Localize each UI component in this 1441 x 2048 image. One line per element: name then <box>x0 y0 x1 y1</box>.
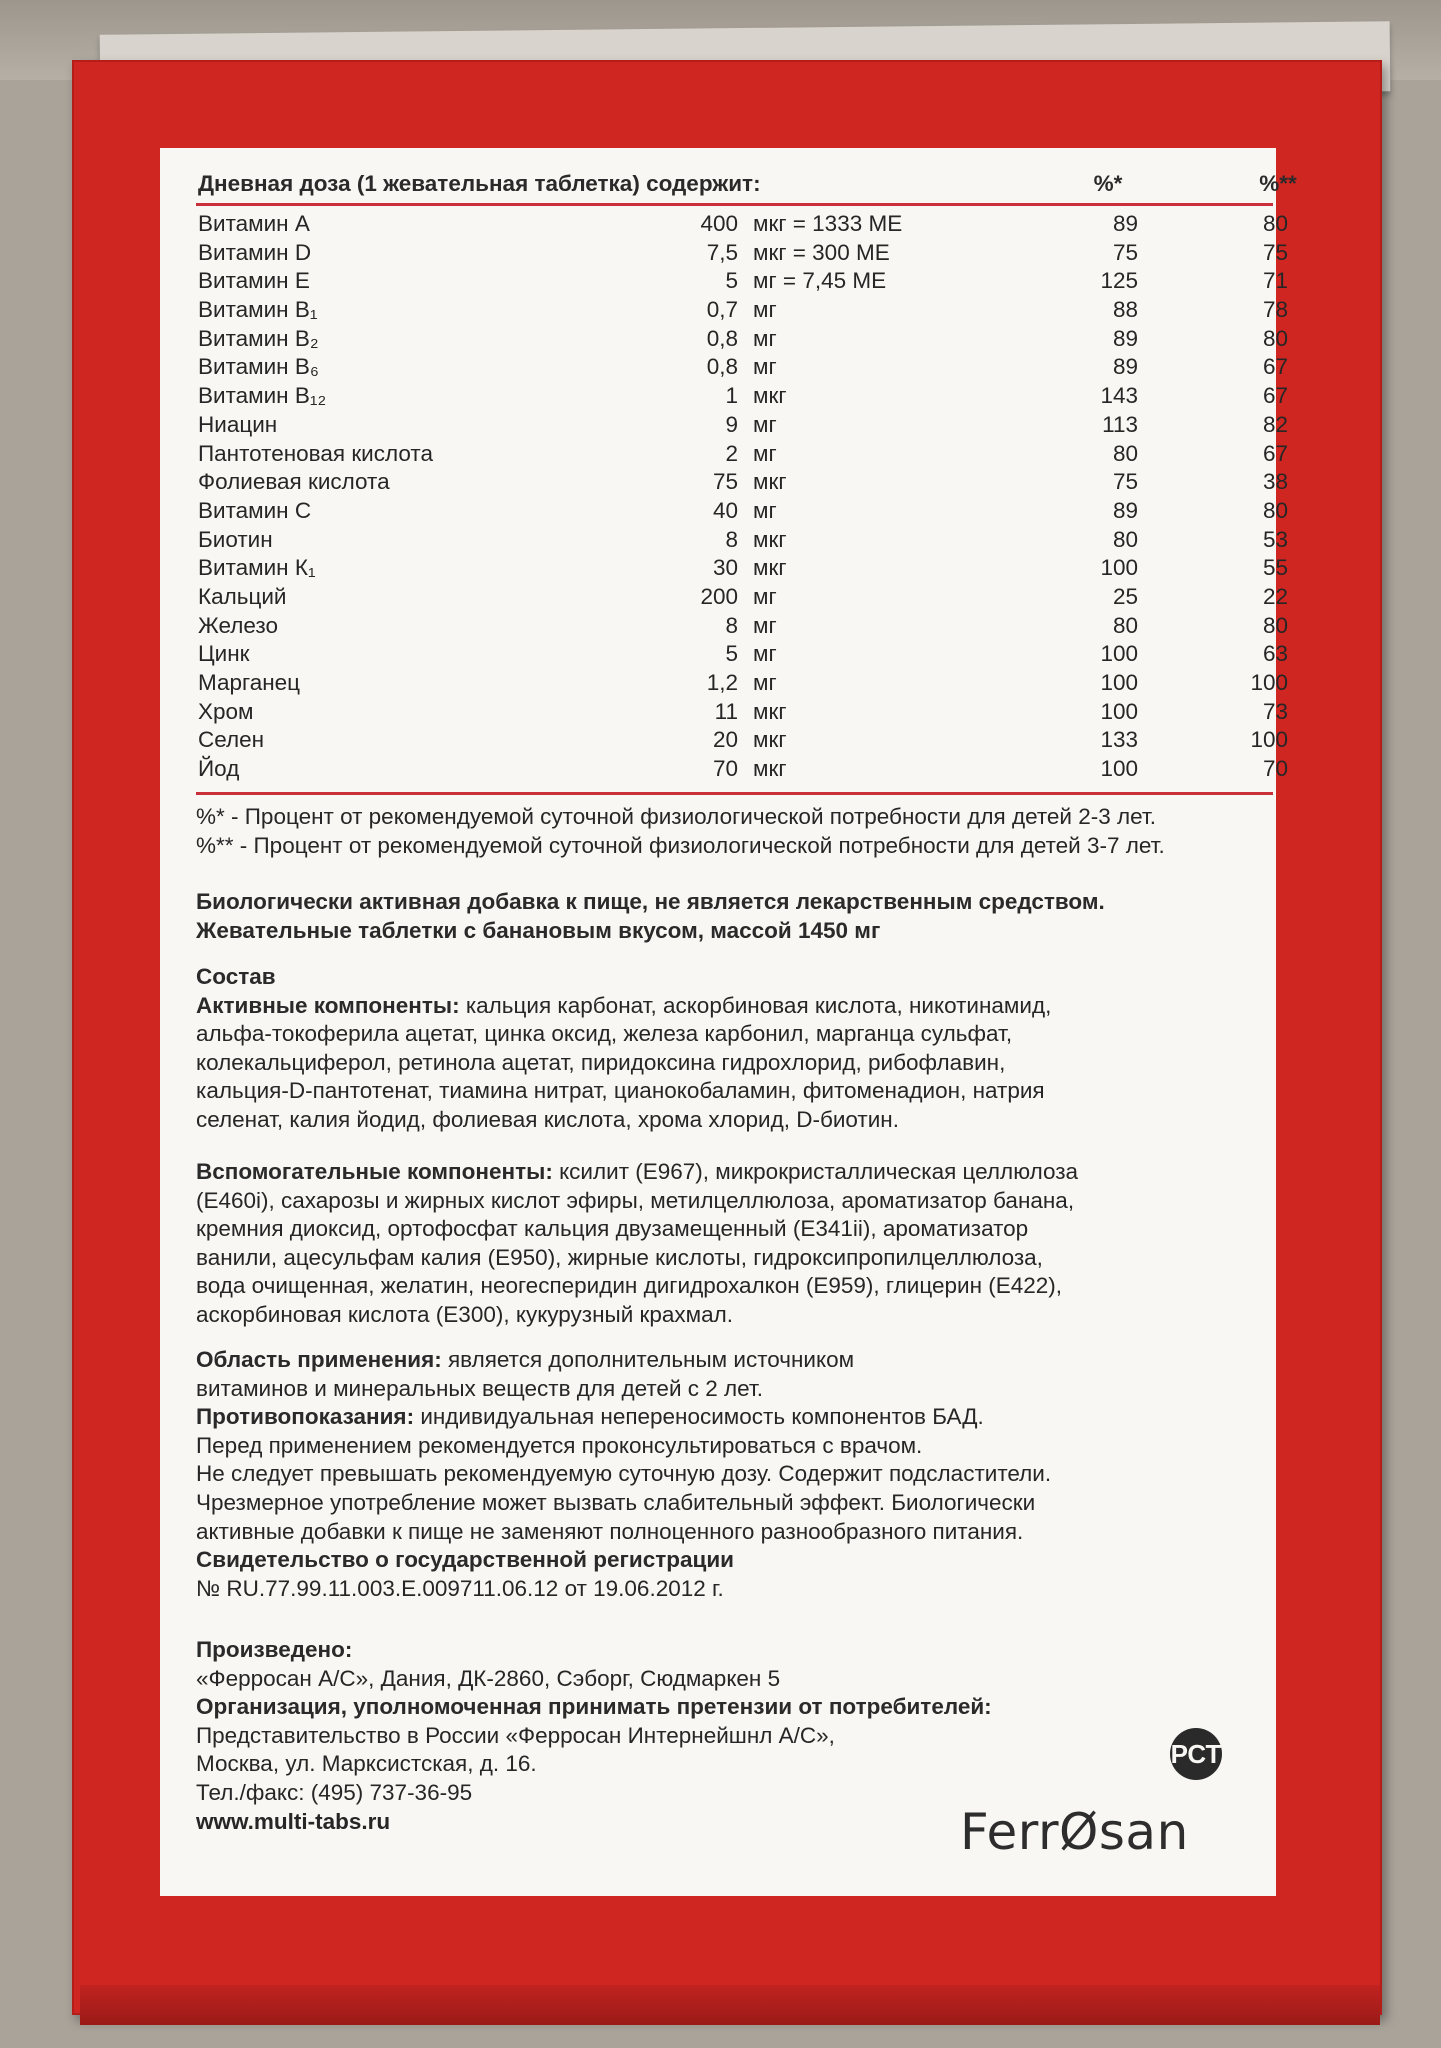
aux-components-label: Вспомогательные компоненты: <box>196 1159 553 1184</box>
percent-2-3: 113 <box>1102 411 1138 437</box>
active-components-line-1: Активные компоненты: кальция карбонат, аскорбиновая кислота, никотинамид, <box>196 992 1052 1018</box>
nutrient-amount: 0,7 <box>706 297 738 323</box>
nutrient-unit: мг <box>753 583 777 609</box>
aux-components-line-1: Вспомогательные компоненты: ксилит (Е967), микрокристаллическая целлюлоза <box>196 1159 1079 1184</box>
rst-certification-mark: РСТ <box>1170 1728 1222 1780</box>
website-link: www.multi-tabs.ru <box>196 1808 391 1834</box>
percent-2-3: 80 <box>1112 612 1138 638</box>
aux-components-line: аскорбиновая кислота (Е300), кукурузный крахмал. <box>196 1301 734 1327</box>
nutrient-unit: мг <box>753 411 777 437</box>
active-components-line: кальция-D-пантотенат, тиамина нитрат, цианокобаламин, фитоменадион, натрия <box>196 1078 1045 1104</box>
percent-3-7: 80 <box>1262 325 1288 351</box>
aux-components-line: ванили, ацесульфам калия (Е950), жирные кислоты, гидроксипропилцеллюлоза, <box>196 1244 1043 1270</box>
table-top-rule <box>196 203 1273 206</box>
supplement-line-1: Биологически активная добавка к пище, не является лекарственным средством. <box>196 889 1105 914</box>
nutrient-unit: мкг <box>753 526 787 552</box>
active-components-line: альфа-токоферила ацетат, цинка оксид, железа карбонил, марганца сульфат, <box>196 1021 1013 1047</box>
percent-2-3: 100 <box>1100 641 1138 667</box>
percent-3-7: 38 <box>1262 469 1288 495</box>
nutrient-amount: 20 <box>712 727 738 753</box>
table-row <box>198 440 1288 469</box>
nutrient-unit: мкг = 1333 МЕ <box>753 211 903 236</box>
aux-components-line: вода очищенная, желатин, неогесперидин дигидрохалкон (Е959), глицерин (Е422), <box>196 1273 1063 1299</box>
nutrient-unit: мг <box>753 297 777 323</box>
nutrient-name: Кальций <box>198 583 287 609</box>
table-row <box>198 726 1288 755</box>
supplement-statement <box>196 888 1276 945</box>
org-line: Представительство в России «Ферросан Интернейшнл А/С», <box>196 1722 835 1748</box>
table-row <box>198 583 1288 612</box>
nutrient-unit: мг <box>753 612 777 638</box>
usage-area-label: Область применения: <box>196 1347 442 1372</box>
nutrient-amount: 8 <box>725 526 738 552</box>
nutrient-name: Витамин С <box>198 497 312 523</box>
table-row <box>198 296 1288 325</box>
org-label: Организация, уполномоченная принимать претензии от потребителей: <box>196 1694 992 1720</box>
percent-3-7: 67 <box>1262 383 1288 409</box>
percent-2-3: 100 <box>1100 698 1138 724</box>
aux-components-line: кремния диоксид, ортофосфат кальция двузамещенный (Е341ii), ароматизатор <box>196 1216 1029 1242</box>
table-row <box>198 267 1288 296</box>
percent-2-3: 80 <box>1112 440 1138 466</box>
percent-3-7: 80 <box>1262 612 1288 638</box>
percent-2-3: 89 <box>1112 211 1138 236</box>
nutrient-name: Витамин К₁ <box>198 555 316 581</box>
table-row <box>198 698 1288 727</box>
percent-2-3: 88 <box>1112 297 1138 323</box>
active-components-line: селенат, калия йодид, фолиевая кислота, хрома хлорид, D-биотин. <box>196 1106 899 1132</box>
cert-number: № RU.77.99.11.003.Е.009711.06.12 от 19.06.2012 г. <box>196 1575 724 1601</box>
nutrient-unit: мг <box>753 354 777 380</box>
percent-3-7: 71 <box>1262 268 1288 294</box>
percent-2-3: 25 <box>1112 583 1138 609</box>
percent-2-3: 80 <box>1112 526 1138 552</box>
nutrient-unit: мг <box>753 641 777 667</box>
nutrient-name: Ниацин <box>198 411 278 437</box>
table-row <box>198 497 1288 526</box>
nutrient-unit: мкг <box>753 727 787 753</box>
percent-3-7: 80 <box>1262 211 1288 236</box>
nutrient-unit: мг = 7,45 МЕ <box>753 268 887 294</box>
nutrient-amount: 0,8 <box>706 354 738 380</box>
usage-section <box>196 1346 1276 1603</box>
nutrient-amount: 7,5 <box>706 239 738 265</box>
nutrient-unit: мкг <box>753 555 787 581</box>
table-row <box>198 612 1288 641</box>
nutrient-name: Витамин В₆ <box>198 354 319 380</box>
nutrient-unit: мг <box>753 440 777 466</box>
label-panel <box>160 148 1297 1896</box>
nutrient-unit: мкг = 300 МЕ <box>753 239 890 265</box>
percent-3-7: 22 <box>1262 583 1288 609</box>
percent-3-7: 70 <box>1262 756 1288 782</box>
org-line: Тел./факс: (495) 737-36-95 <box>196 1779 473 1805</box>
active-components-label: Активные компоненты: <box>196 992 460 1018</box>
table-row <box>198 526 1288 555</box>
table-header <box>198 170 1297 200</box>
table-row <box>198 669 1288 698</box>
nutrient-amount: 5 <box>725 641 738 667</box>
composition-title: Состав <box>196 964 276 989</box>
nutrient-name: Витамин А <box>198 211 310 236</box>
table-row <box>198 353 1288 382</box>
header-percent-2-3: %* <box>1093 171 1123 196</box>
nutrient-amount: 2 <box>725 440 738 466</box>
nutrient-amount: 75 <box>712 469 738 495</box>
percent-3-7: 63 <box>1262 641 1288 667</box>
percent-3-7: 100 <box>1250 670 1288 695</box>
nutrient-amount: 400 <box>700 211 738 236</box>
table-row <box>198 755 1288 784</box>
cert-label: Свидетельство о государственной регистрации <box>196 1547 734 1573</box>
percent-3-7: 67 <box>1262 354 1288 380</box>
percent-3-7: 75 <box>1262 239 1288 265</box>
nutrient-name: Йод <box>198 756 240 782</box>
nutrient-amount: 1 <box>725 383 738 409</box>
usage-area-line: витаминов и минеральных веществ для детей с 2 лет. <box>196 1375 763 1401</box>
nutrient-name: Марганец <box>198 670 301 695</box>
supplement-line-2: Жевательные таблетки с банановым вкусом, массой 1450 мг <box>196 917 881 943</box>
nutrient-unit: мкг <box>753 383 787 409</box>
nutrient-name: Пантотеновая кислота <box>198 440 433 466</box>
table-row <box>198 411 1288 440</box>
composition-section <box>196 963 1276 1135</box>
org-line: Москва, ул. Марксистская, д. 16. <box>196 1751 537 1777</box>
nutrient-table <box>198 210 1288 784</box>
usage-area-line-1: Область применения: является дополнительным источником <box>196 1347 855 1372</box>
producer-label: Произведено: <box>196 1637 353 1662</box>
nutrient-name: Витамин В₂ <box>198 325 319 351</box>
nutrient-name: Биотин <box>198 526 273 552</box>
nutrient-name: Фолиевая кислота <box>198 469 390 495</box>
package-bottom-edge <box>80 1985 1380 2025</box>
percent-2-3: 100 <box>1100 756 1138 782</box>
nutrient-name: Хром <box>198 698 254 724</box>
footnotes <box>196 803 1276 860</box>
nutrient-amount: 9 <box>725 411 738 437</box>
table-row <box>198 640 1288 669</box>
nutrient-name: Витамин D <box>198 239 312 265</box>
nutrient-unit: мкг <box>753 469 787 495</box>
nutrient-amount: 70 <box>712 756 738 782</box>
percent-3-7: 67 <box>1262 440 1288 466</box>
nutrient-name: Железо <box>198 612 278 638</box>
footnote-1: %* - Процент от рекомендуемой суточной физиологической потребности для детей 2-3 лет. <box>196 804 1156 829</box>
percent-2-3: 89 <box>1112 497 1138 523</box>
percent-2-3: 133 <box>1100 727 1138 753</box>
nutrient-name: Цинк <box>198 641 250 667</box>
percent-2-3: 89 <box>1112 325 1138 351</box>
nutrient-amount: 1,2 <box>706 670 738 695</box>
nutrient-name: Селен <box>198 727 265 753</box>
table-row <box>198 554 1288 583</box>
percent-3-7: 53 <box>1262 526 1288 552</box>
percent-3-7: 55 <box>1262 555 1288 581</box>
nutrient-unit: мкг <box>753 698 787 724</box>
nutrient-amount: 30 <box>712 555 738 581</box>
table-row <box>198 382 1288 411</box>
percent-2-3: 75 <box>1112 469 1138 495</box>
percent-3-7: 82 <box>1262 411 1288 437</box>
contra-line-1: Противопоказания: индивидуальная непереносимость компонентов БАД. <box>196 1404 984 1430</box>
nutrient-amount: 0,8 <box>706 325 738 351</box>
auxiliary-section <box>196 1158 1276 1330</box>
header-percent-3-7: %** <box>1259 171 1297 196</box>
contra-line: Не следует превышать рекомендуемую суточную дозу. Содержит подсластители. <box>196 1461 1052 1487</box>
nutrient-amount: 200 <box>700 583 738 609</box>
percent-2-3: 75 <box>1112 239 1138 265</box>
table-row <box>198 325 1288 354</box>
percent-2-3: 100 <box>1100 670 1138 695</box>
nutrient-amount: 5 <box>725 268 738 294</box>
contra-label: Противопоказания: <box>196 1404 415 1430</box>
percent-2-3: 89 <box>1112 354 1138 380</box>
table-row <box>198 239 1288 268</box>
nutrient-amount: 11 <box>714 698 738 724</box>
contra-line: активные добавки к пище не заменяют полноценного разнообразного питания. <box>196 1518 1024 1544</box>
nutrient-unit: мг <box>753 325 777 351</box>
nutrient-name: Витамин В₁₂ <box>198 383 327 409</box>
footnote-2: %** - Процент от рекомендуемой суточной физиологической потребности для детей 3-7 лет. <box>196 832 1165 858</box>
nutrient-amount: 40 <box>712 497 738 523</box>
percent-3-7: 100 <box>1250 727 1288 753</box>
percent-3-7: 80 <box>1262 497 1288 523</box>
nutrient-unit: мкг <box>753 756 787 782</box>
nutrient-name: Витамин В₁ <box>198 297 318 323</box>
nutrient-unit: мг <box>753 670 777 695</box>
nutrient-amount: 8 <box>725 612 738 638</box>
percent-3-7: 78 <box>1262 297 1288 323</box>
table-row <box>198 468 1288 497</box>
contra-line: Чрезмерное употребление может вызвать слабительный эффект. Биологически <box>196 1489 1036 1515</box>
table-title: Дневная доза (1 жевательная таблетка) содержит: <box>198 171 761 196</box>
percent-2-3: 143 <box>1100 383 1138 409</box>
percent-2-3: 100 <box>1100 555 1138 581</box>
nutrient-name: Витамин Е <box>198 268 310 294</box>
percent-3-7: 73 <box>1262 698 1288 724</box>
table-row <box>198 210 1288 239</box>
aux-components-line: (Е460i), сахарозы и жирных кислот эфиры, метилцеллюлоза, ароматизатор банана, <box>196 1187 1075 1213</box>
table-bottom-rule <box>196 792 1273 795</box>
contra-line: Перед применением рекомендуется проконсультироваться с врачом. <box>196 1432 923 1458</box>
producer-address: «Ферросан А/С», Дания, ДК-2860, Сэборг, Сюдмаркен 5 <box>196 1665 781 1691</box>
ferrosan-logo: FerrØsan <box>960 1803 1189 1861</box>
active-components-line: колекальциферол, ретинола ацетат, пиридоксина гидрохлорид, рибофлавин, <box>196 1049 1006 1075</box>
nutrient-unit: мг <box>753 497 777 523</box>
percent-2-3: 125 <box>1100 268 1138 294</box>
